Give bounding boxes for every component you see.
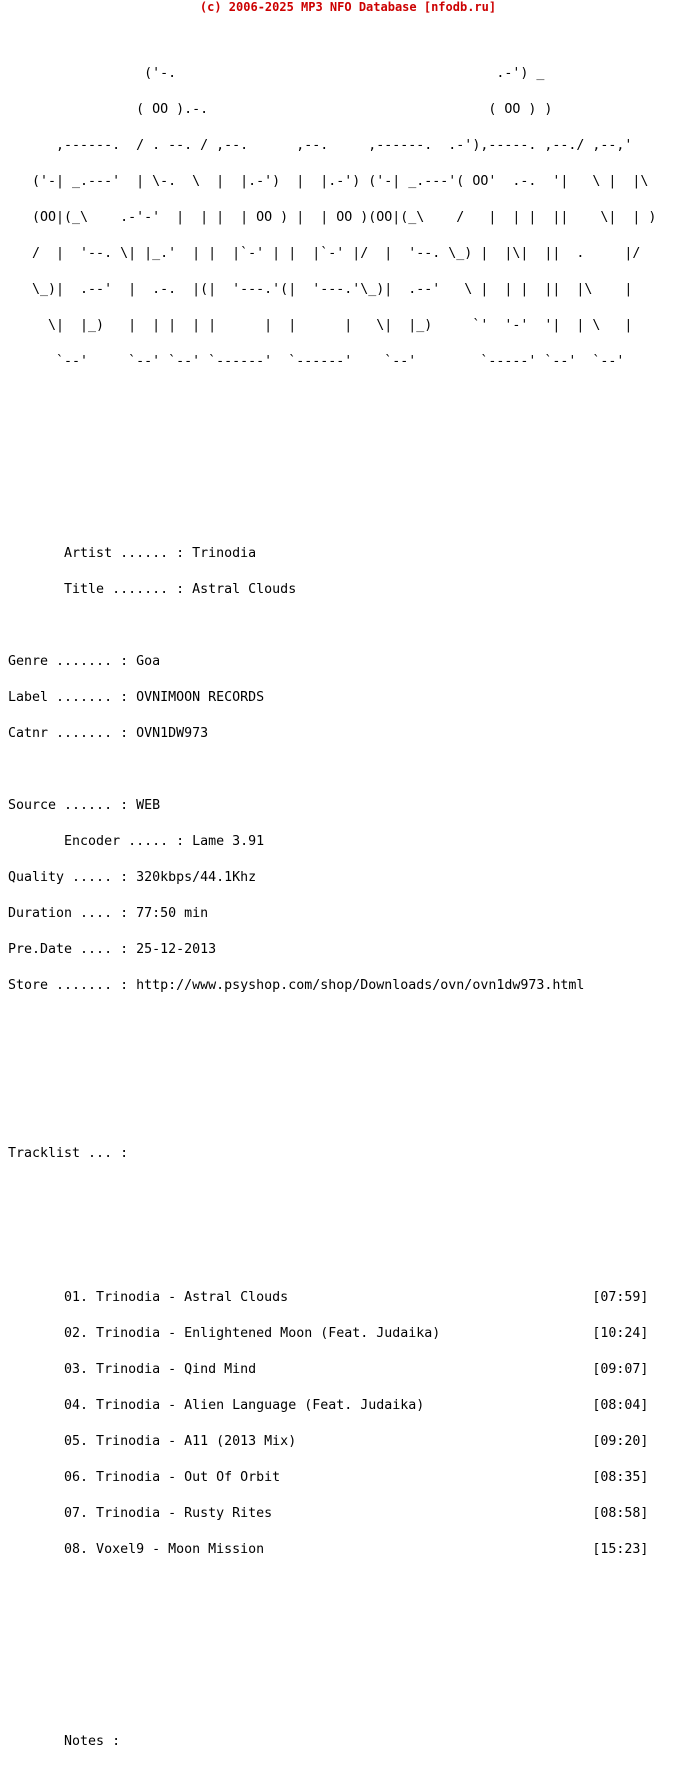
- track-row: 07. Trinodia - Rusty Rites [08:58]: [8, 1506, 649, 1521]
- source-line: Source ...... : WEB: [8, 798, 161, 813]
- logo-line: / | '--. \| |_.' | | |`-' | | |`-' |/ | '--. \_) | |\| || . |/: [8, 246, 641, 261]
- track-row: 01. Trinodia - Astral Clouds [07:59]: [8, 1290, 649, 1305]
- title-line: Title ....... : Astral Clouds: [8, 582, 297, 597]
- track-row: 03. Trinodia - Qind Mind [09:07]: [8, 1362, 649, 1377]
- logo-line: \| |_) | | | | | | | | \| |_) `' '-' '| | \ |: [8, 318, 633, 333]
- duration-line: Duration .... : 77:50 min: [8, 906, 209, 921]
- artist-line: Artist ...... : Trinodia: [8, 546, 257, 561]
- track-row: 08. Voxel9 - Moon Mission [15:23]: [8, 1542, 649, 1557]
- track-row: 06. Trinodia - Out Of Orbit [08:35]: [8, 1470, 649, 1485]
- track-row: 04. Trinodia - Alien Language (Feat. Judaika) [08:04]: [8, 1398, 649, 1413]
- store-line: Store ....... : http://www.psyshop.com/shop/Downloads/ovn/ovn1dw973.html: [8, 978, 585, 993]
- nfo-text: [8, 20, 656, 1772]
- label-line: Label ....... : OVNIMOON RECORDS: [8, 690, 265, 705]
- logo-line: ( OO ).-. ( OO ) ): [8, 102, 553, 117]
- catnr-line: Catnr ....... : OVN1DW973: [8, 726, 209, 741]
- genre-line: Genre ....... : Goa: [8, 654, 161, 669]
- quality-line: Quality ..... : 320kbps/44.1Khz: [8, 870, 257, 885]
- track-row: 02. Trinodia - Enlightened Moon (Feat. Judaika) [10:24]: [8, 1326, 649, 1341]
- predate-line: Pre.Date .... : 25-12-2013: [8, 942, 217, 957]
- logo-line: \_)| .--' | .-. |(| '---.'(| '---.'\_)| .--' \ | | | || |\ |: [8, 282, 633, 297]
- track-row: 05. Trinodia - A11 (2013 Mix) [09:20]: [8, 1434, 649, 1449]
- logo-line: ('-| _.---' | \-. \ | |.-') | |.-') ('-| _.---'( OO' .-. '| \ | |\: [8, 174, 649, 189]
- logo-line: ,------. / . --. / ,--. ,--. ,------. .-'),-----. ,--./ ,--,': [8, 138, 633, 153]
- tracklist-heading: Tracklist ... :: [8, 1146, 129, 1161]
- logo-line: ('-. .-') _: [8, 66, 545, 81]
- logo-line: `--' `--' `--' `------' `------' `--' `-----' `--' `--': [8, 354, 625, 369]
- encoder-line: Encoder ..... : Lame 3.91: [8, 834, 265, 849]
- site-header: (c) 2006-2025 MP3 NFO Database [nfodb.ru]: [199, 0, 497, 14]
- track-list: [8, 1268, 656, 1580]
- notes-line: Notes :: [8, 1734, 121, 1749]
- ascii-logo: [8, 44, 656, 392]
- logo-line: (OO|(_\ .-'-' | | | | OO ) | | OO )(OO|(_\ / | | | || \| | ): [8, 210, 657, 225]
